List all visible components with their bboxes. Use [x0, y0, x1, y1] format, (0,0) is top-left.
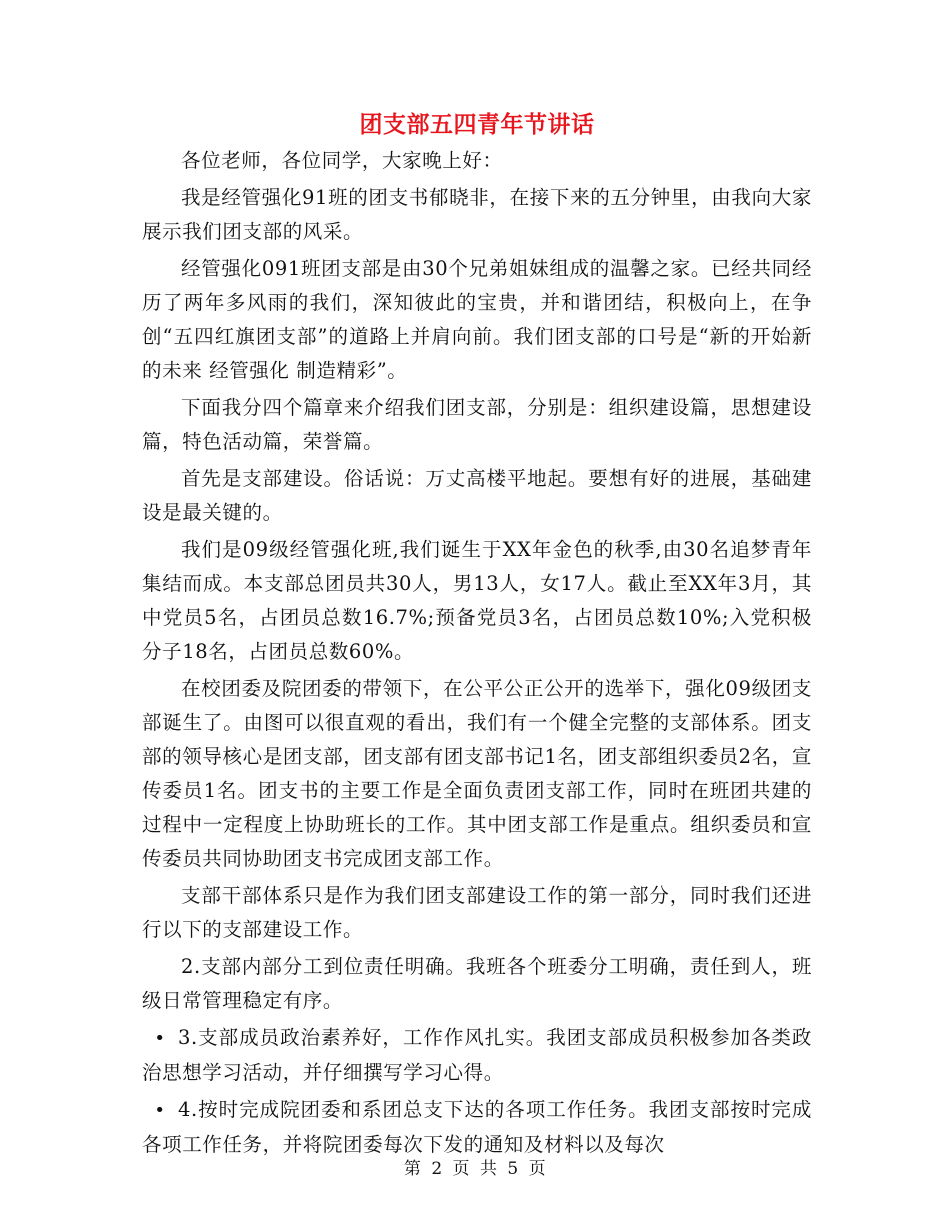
paragraph-branch-overview: 经管强化091班团支部是由30个兄弟姐妹组成的温馨之家。已经共同经历了两年多风雨的我们，深知彼此的宝贵，并和谐团结，积极向上，在争创“五四红旗团支部”的道路上并肩向前。我们团支部的口号是“新的开始新的未来 经管强化 制造精彩”。 [142, 257, 812, 382]
bullet-icon: • [154, 1028, 166, 1049]
bullet-text: 4.按时完成院团委和系团总支下达的各项工作任务。我团支部按时完成各项工作任务，并将院团委每次下发的通知及材料以及每次 [142, 1098, 812, 1156]
paragraph-membership-stats: 我们是09级经管强化班,我们诞生于XX年金色的秋季,由30名追梦青年集结而成。本支部总团员共30人，男13人，女17人。截止至XX年3月，其中党员5名，占团员总数16.7%;预备党员3名，占团员总数10%;入党积极分子18名，占团员总数60%。 [142, 538, 812, 663]
paragraph-greeting: 各位老师，各位同学，大家晚上好： [181, 149, 503, 172]
bullet-item-3 [142, 1021, 812, 1090]
paragraph-intro: 我是经管强化91班的团支书郁晓非，在接下来的五分钟里，由我向大家展示我们团支部的风采。 [142, 186, 812, 243]
paragraph-chapters: 下面我分四个篇章来介绍我们团支部，分别是：组织建设篇，思想建设篇，特色活动篇，荣誉篇。 [142, 396, 812, 453]
paragraph-branch-building: 首先是支部建设。俗话说：万丈高楼平地起。要想有好的进展，基础建设是最关键的。 [142, 467, 812, 524]
bullet-text: 3.支部成员政治素养好，工作作风扎实。我团支部成员积极参加各类政治思想学习活动，并仔细撰写学习心得。 [142, 1026, 812, 1084]
paragraph-cadre-system: 支部干部体系只是作为我们团支部建设工作的第一部分，同时我们还进行以下的支部建设工作。 [142, 884, 812, 941]
document-title: 团支部五四青年节讲话 [359, 111, 595, 138]
paragraph-organization: 在校团委及院团委的带领下，在公平公正公开的选举下，强化09级团支部诞生了。由图可以很直观的看出，我们有一个健全完整的支部体系。团支部的领导核心是团支部，团支部有团支部书记1名，团支部组织委员2名，宣传委员1名。团支书的主要工作是全面负责团支部工作，同时在班团共建的过程中一定程度上协助班长的工作。其中团支部工作是重点。组织委员和宣传委员共同协助团支书完成团支部工作。 [142, 677, 812, 870]
bullet-icon: • [154, 1100, 166, 1121]
bullet-item-4 [142, 1093, 812, 1162]
page-footer: 第 2 页 共 5 页 [403, 1159, 547, 1179]
paragraph-item-2: 2.支部内部分工到位责任明确。我班各个班委分工明确，责任到人，班级日常管理稳定有序。 [142, 955, 812, 1012]
document-page [142, 108, 812, 1165]
